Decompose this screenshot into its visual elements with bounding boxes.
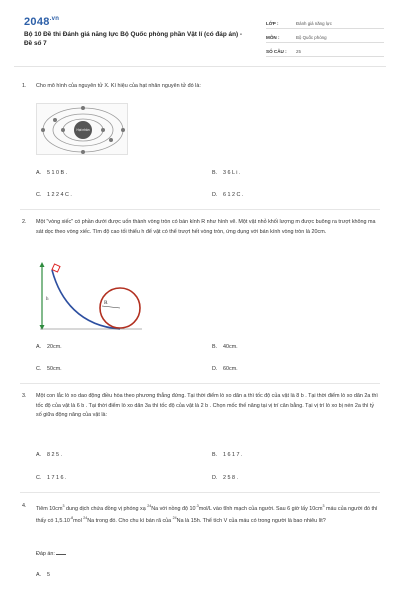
question-divider	[20, 383, 380, 384]
question-3: 3. Một con lắc lò xo dao động điều hòa theo phương thẳng đứng. Tại thời điểm lò xo dãn a thì tốc độ của vật là 8 b . Tại thời điểm lò xo dãn 2a thì tốc độ của vật là 6 b . Tại thời điểm lò xo dãn 3a thì tốc độ của vật là 2 b . Chọn mốc thế năng tại vị trí cân bằng. Tại vị trí lò xo bị nén 2a thì tỷ số giữa động năng của vật là:	[22, 392, 378, 421]
option-c[interactable]: C. 50cm.	[36, 366, 62, 372]
option-a[interactable]: A. 5	[36, 572, 50, 578]
question-text: Một con lắc lò xo dao động điều hòa theo phương thẳng đứng. Tại thời điểm lò xo dãn a thì tốc độ của vật là 8 b . Tại thời điểm lò xo dãn 2a thì tốc độ của vật là 6 b . Tại thời điểm lò xo dãn 3a thì tốc độ của vật là 2 b . Chọn mốc thế năng tại vị trí cân bằng. Tại vị trí lò xo bị nén 2a thì tỷ số giữa động năng của vật là:	[36, 393, 378, 418]
option-a[interactable]: A. 5 1 0 B .	[36, 170, 68, 176]
question-text: Một "vòng xiếc" có phần dưới được uốn thành vòng tròn có bán kính R như hình vẽ. Một vật nhỏ khối lượng m được buông ra trượt không ma sát dọc theo vòng xiếc. Tìm độ cao tối thiểu h để vật có thể trượt hết vòng tròn, ứng dụng với bán kính vòng tròn là 20cm.	[36, 219, 376, 235]
meta-row-count: SỐ CÂU : 25	[266, 44, 384, 57]
option-a[interactable]: A. 20cm.	[36, 344, 62, 350]
meta-row-class: LỚP : Đánh giá năng lực	[266, 16, 384, 29]
option-c[interactable]: C. 1 7 1 6 .	[36, 475, 67, 481]
option-c[interactable]: C. 1 2 2 4 C .	[36, 192, 72, 198]
question-1: 1. Cho mô hình của nguyên tử X. Kí hiệu của hạt nhân nguyên tử đó là:	[22, 82, 378, 92]
meta-info	[266, 16, 384, 58]
option-b[interactable]: B. 40cm.	[212, 344, 238, 350]
option-d[interactable]: D. 60cm.	[212, 366, 238, 372]
meta-row-subject: MÔN : Bộ Quốc phòng	[266, 30, 384, 43]
question-divider	[20, 209, 380, 210]
option-b[interactable]: B. 3 6 L i .	[212, 170, 241, 176]
nucleus-label: Hạt nhân	[76, 128, 90, 132]
height-label: h	[46, 297, 49, 302]
option-a[interactable]: A. 8 2 5 .	[36, 452, 62, 458]
site-logo[interactable]: $2048^{.vn}$	[24, 16, 60, 28]
question-text: Cho mô hình của nguyên tử X. Kí hiệu của hạt nhân nguyên tử đó là:	[36, 83, 201, 89]
header-divider	[14, 66, 386, 67]
question-2: 2. Một "vòng xiếc" có phần dưới được uốn thành vòng tròn có bán kính R như hình vẽ. Một vật nhỏ khối lượng m được buông ra trượt không ma sát dọc theo vòng xiếc. Tìm độ cao tối thiểu h để vật có thể trượt hết vòng tròn, ứng dụng với bán kính vòng tròn là 20cm.	[22, 218, 378, 237]
answer-blank[interactable]	[56, 550, 66, 555]
option-d[interactable]: D. 2 5 8 .	[212, 475, 238, 481]
question-text: Tiêm $10cm^3$ dung dịch chứa đồng vị phóng xạ $^{24}$Na với nồng độ $10^{-3}mol/L$ vào tĩnh mạch của người. Sau 6 giờ lấy $10cm^3$ máu của người đó thì thấy có $1,5.10^{-8}mol$ $^{24}$Na trong đó. Cho chu kì bán rã của $^{24}$Na là 15h. Thể tích V của máu có trong người là bao nhiêu lít?	[36, 504, 378, 525]
question-4: 4. Tiêm $10cm^3$ dung dịch chứa đồng vị phóng xạ $^{24}$Na với nồng độ $10^{-3}mol/L$ vào tĩnh mạch của người. Sau 6 giờ lấy $10cm^3$ máu của người đó thì thấy có $1,5.10^{-8}mol$ $^{24}$Na trong đó. Cho chu kì bán rã của $^{24}$Na là 15h. Thể tích V của máu có trong người là bao nhiêu lít?	[22, 502, 378, 527]
document-header	[14, 14, 386, 56]
atom-model-figure	[36, 103, 128, 155]
option-d[interactable]: D. 6 1 2 C .	[212, 192, 244, 198]
answer-field[interactable]: Đáp án:	[36, 550, 66, 557]
page-title: Bộ 10 Đề thi Đánh giá năng lực Bộ Quốc phòng phần Vật lí (có đáp án) - Đề số 7	[24, 31, 243, 47]
question-divider	[20, 492, 380, 493]
option-b[interactable]: B. 1 6 1 7 .	[212, 452, 243, 458]
loop-track-figure	[36, 260, 146, 332]
radius-label: R	[104, 300, 108, 306]
